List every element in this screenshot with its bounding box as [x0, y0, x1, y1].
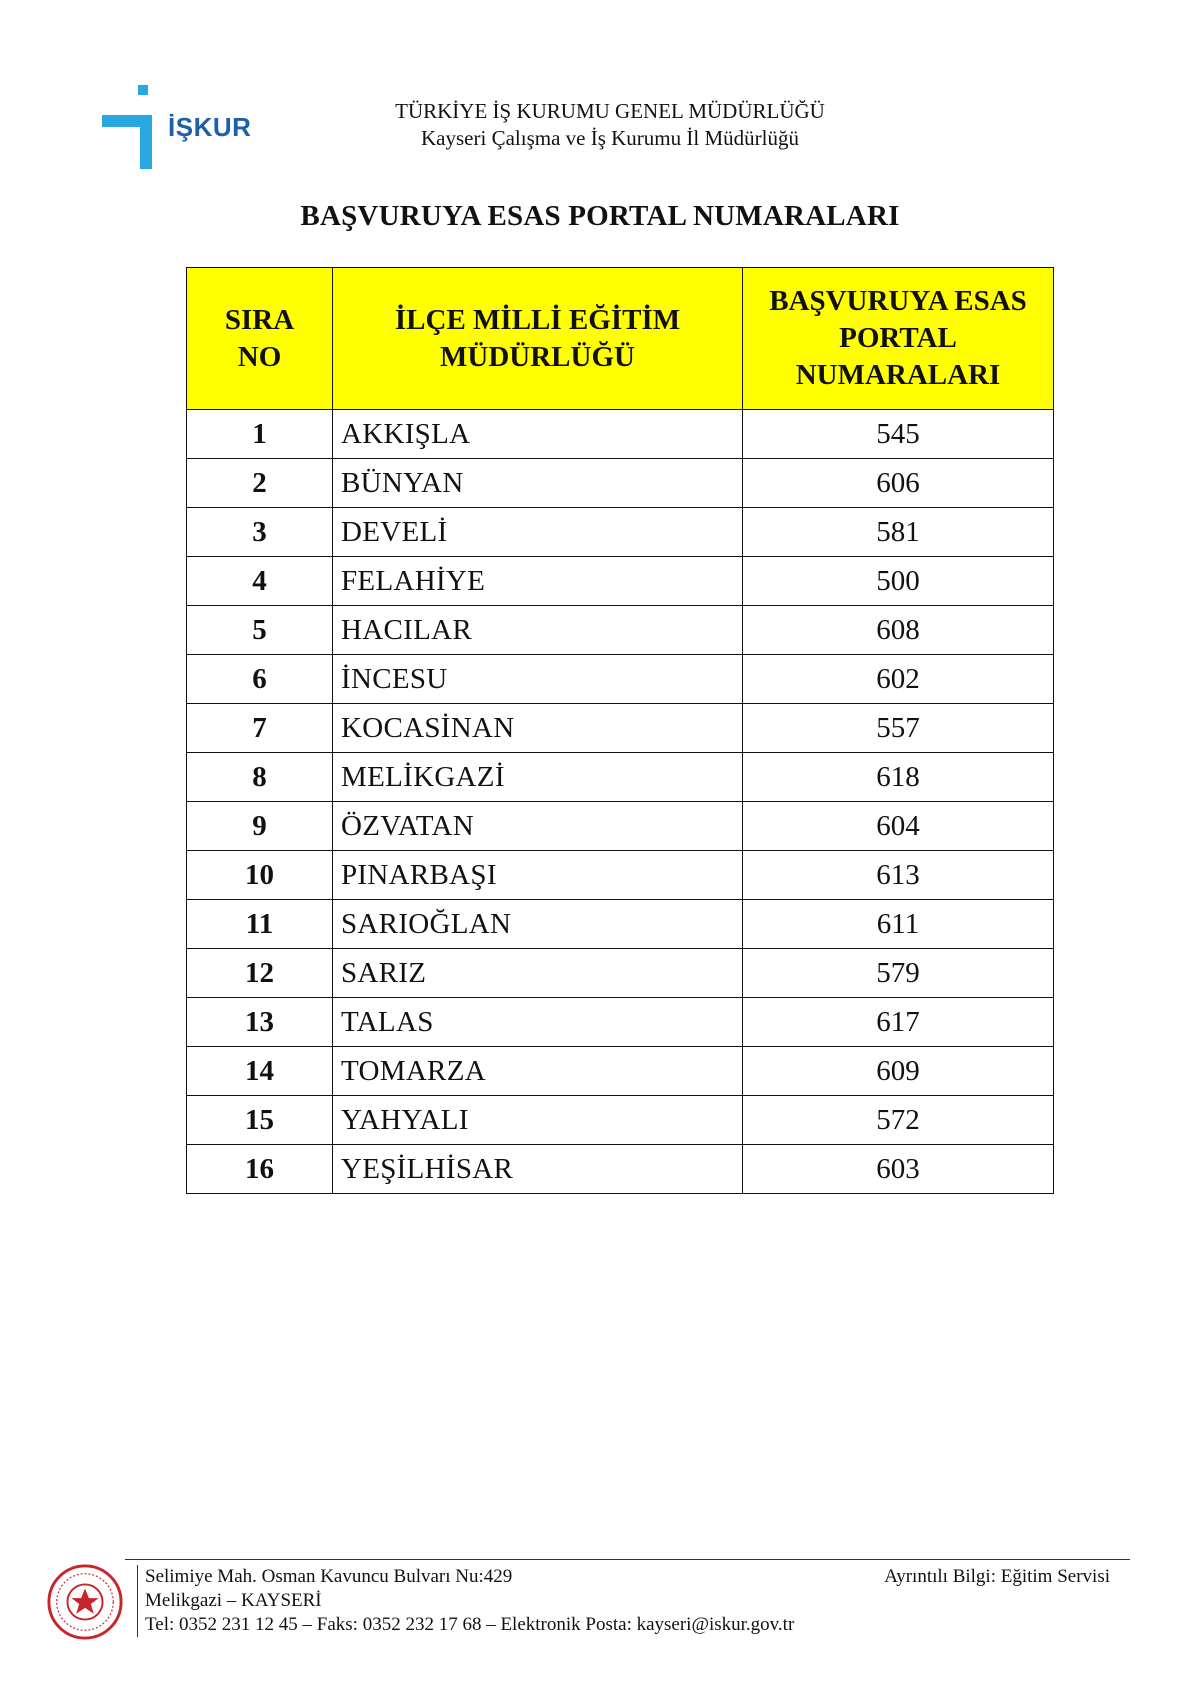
district-name: ÖZVATAN: [333, 802, 743, 851]
footer-address-line2: Melikgazi – KAYSERİ: [145, 1590, 322, 1611]
district-name: İNCESU: [333, 655, 743, 704]
district-name: SARIOĞLAN: [333, 900, 743, 949]
district-name: PINARBAŞI: [333, 851, 743, 900]
footer-contact: [137, 1565, 794, 1637]
portal-number: 572: [743, 1096, 1054, 1145]
table-row: [187, 606, 1054, 655]
organization-header: [330, 98, 890, 152]
row-number: 13: [187, 998, 333, 1047]
portal-number: 557: [743, 704, 1054, 753]
row-number: 14: [187, 1047, 333, 1096]
header-ilce-label: İLÇE MİLLİ EĞİTİM MÜDÜRLÜĞÜ: [394, 303, 681, 373]
org-name: TÜRKİYE İŞ KURUMU GENEL MÜDÜRLÜĞÜ: [395, 99, 825, 123]
row-number: 1: [187, 410, 333, 459]
footer-contact-line: Tel: 0352 231 12 45 – Faks: 0352 232 17 68 – Elektronik Posta: kayseri@iskur.gov.tr: [145, 1614, 795, 1635]
iskur-logo: [100, 85, 280, 175]
row-number: 11: [187, 900, 333, 949]
table-row: [187, 459, 1054, 508]
district-name: HACILAR: [333, 606, 743, 655]
row-number: 12: [187, 949, 333, 998]
portal-number: 611: [743, 900, 1054, 949]
district-name: AKKIŞLA: [333, 410, 743, 459]
table-row: [187, 851, 1054, 900]
header-ilce: [333, 268, 743, 410]
portal-number: 581: [743, 508, 1054, 557]
table-header-row: [187, 268, 1054, 410]
header-portal-no: [743, 268, 1054, 410]
table-row: [187, 949, 1054, 998]
portal-number: 500: [743, 557, 1054, 606]
header-sira-no-label: SIRA NO: [224, 303, 295, 373]
district-name: KOCASİNAN: [333, 704, 743, 753]
row-number: 8: [187, 753, 333, 802]
row-number: 5: [187, 606, 333, 655]
district-name: FELAHİYE: [333, 557, 743, 606]
table-row: [187, 1047, 1054, 1096]
portal-number: 602: [743, 655, 1054, 704]
table-row: [187, 1096, 1054, 1145]
district-name: MELİKGAZİ: [333, 753, 743, 802]
row-number: 6: [187, 655, 333, 704]
table-row: [187, 655, 1054, 704]
footer-info: Ayrıntılı Bilgi: Eğitim Servisi: [884, 1566, 1110, 1587]
portal-numbers-table: [186, 267, 1054, 1194]
portal-number: 618: [743, 753, 1054, 802]
district-name: BÜNYAN: [333, 459, 743, 508]
portal-number: 613: [743, 851, 1054, 900]
footer-divider: [125, 1559, 1130, 1560]
footer-address-line1: Selimiye Mah. Osman Kavuncu Bulvarı Nu:429: [145, 1566, 513, 1587]
row-number: 3: [187, 508, 333, 557]
ministry-seal-icon: [46, 1563, 124, 1641]
district-name: YAHYALI: [333, 1096, 743, 1145]
logo-text: İŞKUR: [168, 112, 252, 142]
header-portal-no-label: BAŞVURUYA ESAS PORTAL NUMARALARI: [769, 285, 1027, 391]
header-sira-no: [187, 268, 333, 410]
row-number: 10: [187, 851, 333, 900]
table-row: [187, 557, 1054, 606]
portal-number: 603: [743, 1145, 1054, 1194]
portal-number: 608: [743, 606, 1054, 655]
table-row: [187, 802, 1054, 851]
district-name: TOMARZA: [333, 1047, 743, 1096]
district-name: DEVELİ: [333, 508, 743, 557]
portal-number: 545: [743, 410, 1054, 459]
row-number: 2: [187, 459, 333, 508]
portal-number: 604: [743, 802, 1054, 851]
row-number: 4: [187, 557, 333, 606]
row-number: 15: [187, 1096, 333, 1145]
org-subunit: Kayseri Çalışma ve İş Kurumu İl Müdürlüğü: [421, 126, 799, 150]
table-row: [187, 998, 1054, 1047]
row-number: 9: [187, 802, 333, 851]
portal-number: 606: [743, 459, 1054, 508]
portal-number: 579: [743, 949, 1054, 998]
district-name: TALAS: [333, 998, 743, 1047]
table-row: [187, 704, 1054, 753]
portal-number: 617: [743, 998, 1054, 1047]
district-name: YEŞİLHİSAR: [333, 1145, 743, 1194]
document-title: BAŞVURUYA ESAS PORTAL NUMARALARI: [300, 200, 900, 232]
district-name: SARIZ: [333, 949, 743, 998]
row-number: 7: [187, 704, 333, 753]
table-row: [187, 1145, 1054, 1194]
table-row: [187, 900, 1054, 949]
table-row: [187, 753, 1054, 802]
row-number: 16: [187, 1145, 333, 1194]
portal-number: 609: [743, 1047, 1054, 1096]
table-row: [187, 508, 1054, 557]
table-row: [187, 410, 1054, 459]
